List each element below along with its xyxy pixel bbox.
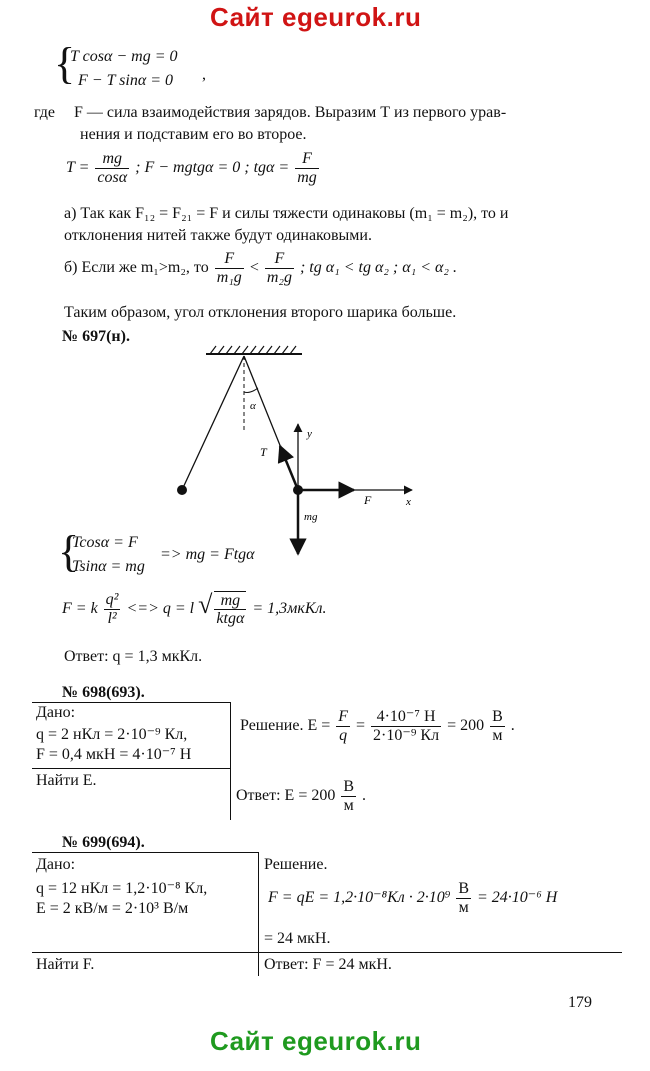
ball-left [177,485,187,495]
label-y: y [307,428,312,440]
ceiling-hatching [206,346,302,354]
solution-699-label: Решение. [264,856,328,873]
system-697-result: => mg = Ftgα [160,546,255,563]
site-footer: Сайт egeurok.ru [210,1026,422,1056]
answer-697: Ответ: q = 1,3 мкКл. [64,648,203,665]
part-b: б) Если же m₁>m₂, то $\frac{F}{\text{m₁g}}$ < $\frac{F}{\text{m₂g}}$ ; tg α₁ < tg α₂ ; α₁ < α₂ . [64,250,457,286]
table-698-mid [32,768,230,769]
heading-698: № 698(693). [62,684,145,701]
given-699-label: Дано: [36,856,76,873]
thread-left [182,356,244,490]
given-698-q: q = 2 нКл = 2·10⁻⁹ Кл, [36,726,188,743]
coulomb-equation: F = k $\frac{\text{q²}}{\text{l²}}$ <=> q = l √ $\frac{mg}{\text{ktgα}}$ = 1,3мкКл. [62,590,327,628]
given-699-q: q = 12 нКл = 1,2·10⁻⁸ Кл, [36,880,208,897]
label-mg: mg [304,511,318,523]
where-prefix: где [34,104,56,121]
system-697-brace: { [58,527,80,576]
label-x: x [406,496,411,508]
given-698-F: F = 0,4 мкН = 4·10⁻⁷ Н [36,746,192,763]
where-text-1: F — сила взаимодействия зарядов. Выразим Т из первого урав- [74,104,507,121]
site-header: Сайт egeurok.ru [210,2,422,32]
find-699: Найти F. [36,956,95,973]
given-699-E: E = 2 кВ/м = 2·10³ В/м [36,900,189,917]
table-698-top [32,702,230,703]
angle-arc [244,388,258,393]
tension-arrow [280,446,298,490]
system-brace: { [54,39,76,88]
given-698-label: Дано: [36,704,76,721]
part-a-line-1: а) Так как F₁₂ = F₂₁ = F и силы тяжести одинаковы (m₁ = m₂), то и [64,205,509,222]
table-699-top [32,852,258,853]
system-697-line-1: Tcosα = F [72,534,138,551]
solution-699-line-2: = 24 мкН. [264,930,331,947]
table-698-divider [230,702,231,820]
solution-698: Решение. E = $\frac{F}{q}$ = $\frac{\text{4·10⁻⁷ Н}}{\text{2·10⁻⁹ Кл}}$ = 200 $\frac{В}{м}$ . [240,708,515,744]
pendulum-diagram [170,342,430,564]
system-line-1: T cosα − mg = 0 [70,48,178,65]
equation-T: T = $\frac{mg}{\cos\alpha}$ ; F − mgtgα = 0 ; tgα = $\frac{F}{mg}$ [66,150,317,186]
table-699-divider [258,852,259,976]
label-alpha: α [250,400,256,412]
solution-699-line: F = qE = 1,2·10⁻⁸Кл · 2·10⁹ $\frac{В}{м}$ = 24·10⁻⁶ Н [268,880,558,916]
where-text-2: нения и подставим его во второе. [80,126,307,143]
conclusion: Таким образом, угол отклонения второго шарика больше. [64,304,457,321]
answer-699: Ответ: F = 24 мкН. [264,956,392,973]
system-comma: , [202,66,206,83]
heading-697: № 697(н). [62,328,130,345]
table-699-mid [32,952,622,953]
heading-699: № 699(694). [62,834,145,851]
label-F: F [364,493,372,507]
part-a-line-2: отклонения нитей также будут одинаковыми. [64,227,372,244]
label-T: T [260,445,267,459]
system-line-2: F − T sinα = 0 [78,72,174,89]
find-698: Найти E. [36,772,97,789]
page-number: 179 [568,994,592,1011]
answer-698: Ответ: E = 200 $\frac{В}{м}$ . [236,778,367,814]
system-697-line-2: Tsinα = mg [72,558,145,575]
